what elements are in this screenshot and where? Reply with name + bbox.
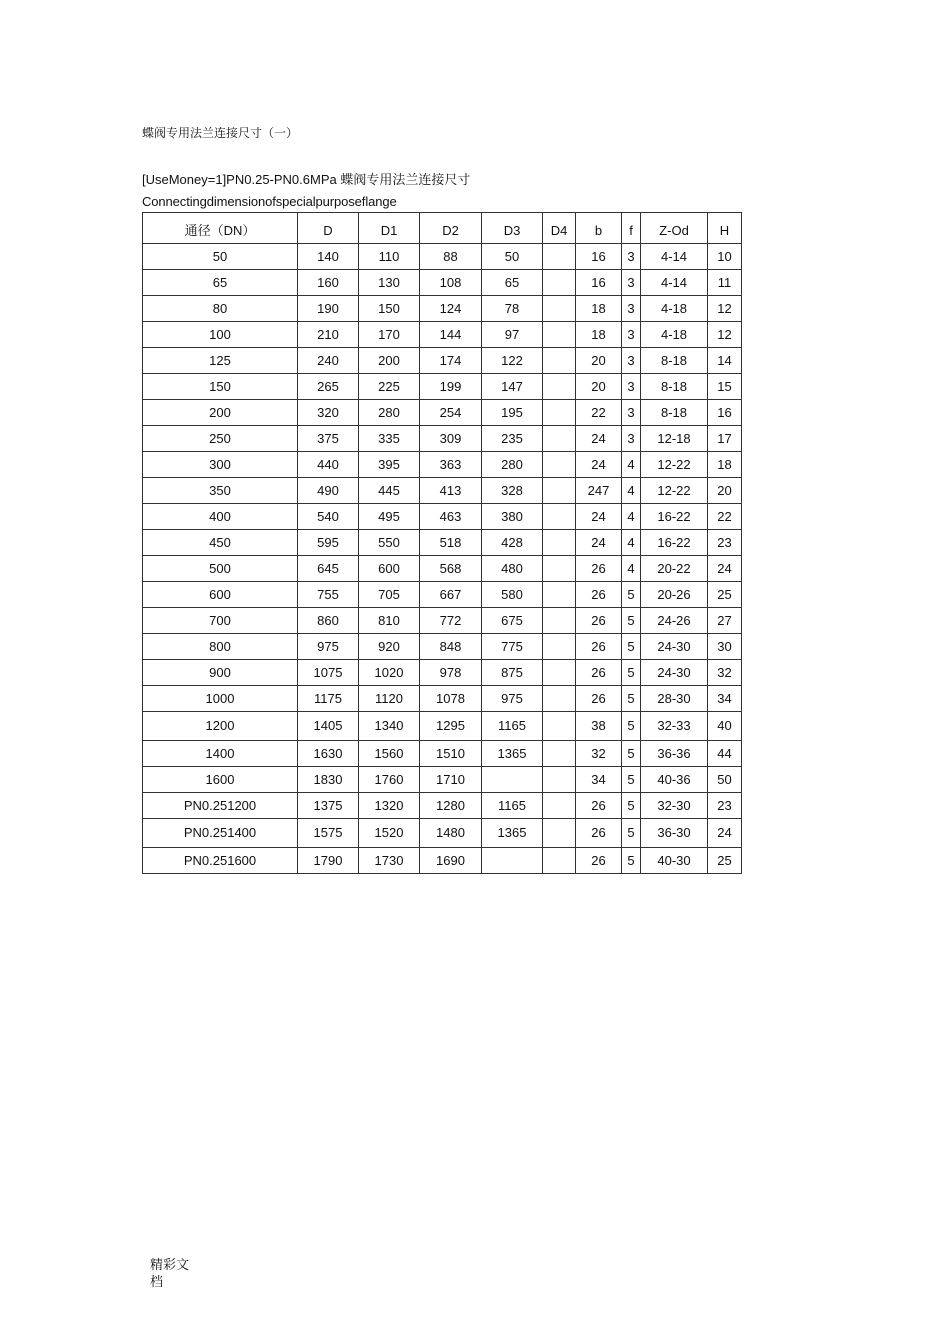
table-cell: 44 [708,741,742,767]
table-cell: 50 [482,244,543,270]
table-cell: 4-14 [641,244,708,270]
table-cell: 100 [143,322,298,348]
table-cell: 3 [622,244,641,270]
table-cell: 1280 [420,793,482,819]
table-cell [543,634,576,660]
table-cell: 28-30 [641,686,708,712]
table-cell: 450 [143,530,298,556]
table-cell: 15 [708,374,742,400]
table-cell: 280 [359,400,420,426]
table-cell: 23 [708,530,742,556]
table-cell: 26 [576,793,622,819]
table-cell [543,504,576,530]
table-row [143,608,742,634]
table-cell: 144 [420,322,482,348]
table-cell [543,686,576,712]
table-cell: 32 [708,660,742,686]
table-cell: 12 [708,322,742,348]
table-cell: 1075 [298,660,359,686]
table-cell: 88 [420,244,482,270]
table-cell [543,530,576,556]
table-cell: 26 [576,686,622,712]
table-cell: 160 [298,270,359,296]
table-cell: 540 [298,504,359,530]
table-cell: 50 [143,244,298,270]
table-cell: 25 [708,848,742,874]
table-cell: 5 [622,686,641,712]
table-cell: 1600 [143,767,298,793]
table-row [143,400,742,426]
table-cell: 328 [482,478,543,504]
table-cell: 1575 [298,819,359,848]
table-cell: 23 [708,793,742,819]
table-cell: PN0.251200 [143,793,298,819]
table-title-english: Connectingdimensionofspecialpurposeflange [142,194,397,209]
table-cell: 26 [576,556,622,582]
table-cell: 3 [622,322,641,348]
table-cell: 4 [622,556,641,582]
table-cell: 860 [298,608,359,634]
table-cell: 8-18 [641,400,708,426]
table-cell: 5 [622,608,641,634]
table-row [143,322,742,348]
table-cell: 755 [298,582,359,608]
table-cell [543,374,576,400]
table-cell [543,582,576,608]
table-cell: 24 [576,452,622,478]
table-row [143,634,742,660]
table-row [143,819,742,848]
table-cell [482,848,543,874]
table-cell [543,400,576,426]
table-cell: 920 [359,634,420,660]
table-cell: 24 [708,556,742,582]
table-cell: 254 [420,400,482,426]
table-cell: 40-30 [641,848,708,874]
table-cell: 5 [622,712,641,741]
table-cell: 5 [622,767,641,793]
table-cell: 800 [143,634,298,660]
table-cell: 25 [708,582,742,608]
table-cell [543,348,576,374]
table-cell: 65 [143,270,298,296]
table-cell: 1000 [143,686,298,712]
table-cell: 1730 [359,848,420,874]
table-cell: 20 [708,478,742,504]
table-cell: 147 [482,374,543,400]
table-cell: 125 [143,348,298,374]
column-header-d4: D4 [543,213,576,244]
table-cell [543,426,576,452]
table-cell: 174 [420,348,482,374]
table-cell: 26 [576,819,622,848]
table-cell: 580 [482,582,543,608]
table-cell: 1520 [359,819,420,848]
table-cell: 645 [298,556,359,582]
table-cell: 1690 [420,848,482,874]
table-cell: 27 [708,608,742,634]
table-cell: 4 [622,452,641,478]
table-cell: 80 [143,296,298,322]
table-row [143,270,742,296]
table-cell: 1830 [298,767,359,793]
table-cell: 20-22 [641,556,708,582]
table-cell: 413 [420,478,482,504]
table-cell: 36-36 [641,741,708,767]
table-cell: 20 [576,374,622,400]
table-cell: 568 [420,556,482,582]
table-cell [543,660,576,686]
table-cell: 3 [622,348,641,374]
table-cell: 1365 [482,741,543,767]
table-cell: 518 [420,530,482,556]
table-cell: 978 [420,660,482,686]
table-cell: 20-26 [641,582,708,608]
table-cell: 36-30 [641,819,708,848]
table-cell: 772 [420,608,482,634]
table-row [143,686,742,712]
table-cell: 12-22 [641,478,708,504]
table-cell: 65 [482,270,543,296]
table-cell: 1760 [359,767,420,793]
table-cell [543,478,576,504]
table-row [143,348,742,374]
table-cell [543,767,576,793]
table-cell: 335 [359,426,420,452]
table-cell: 5 [622,660,641,686]
table-cell: 32 [576,741,622,767]
table-cell: 5 [622,819,641,848]
table-row [143,660,742,686]
table-cell: 320 [298,400,359,426]
table-cell: 3 [622,374,641,400]
table-cell: 900 [143,660,298,686]
table-cell: 200 [359,348,420,374]
table-cell: 34 [708,686,742,712]
table-cell: 122 [482,348,543,374]
column-header-b: b [576,213,622,244]
table-cell: 875 [482,660,543,686]
table-cell [543,556,576,582]
table-cell [543,712,576,741]
table-cell: 16-22 [641,504,708,530]
table-cell: 300 [143,452,298,478]
table-row [143,741,742,767]
table-cell: 1710 [420,767,482,793]
table-cell [543,793,576,819]
table-cell: 210 [298,322,359,348]
table-cell: 150 [359,296,420,322]
table-cell [482,767,543,793]
table-cell: 4 [622,530,641,556]
table-cell: 700 [143,608,298,634]
table-cell [543,270,576,296]
table-cell: 3 [622,270,641,296]
table-cell: 1340 [359,712,420,741]
table-cell: 975 [298,634,359,660]
table-cell: 600 [143,582,298,608]
table-cell: 1510 [420,741,482,767]
table-cell: 11 [708,270,742,296]
footer-line-2: 档 [150,1275,164,1290]
table-cell: 24-30 [641,660,708,686]
table-cell: 1175 [298,686,359,712]
table-cell: 8-18 [641,374,708,400]
table-cell [543,819,576,848]
table-cell: 225 [359,374,420,400]
table-cell: 1020 [359,660,420,686]
table-cell: 463 [420,504,482,530]
column-header-z-od: Z-Od [641,213,708,244]
table-cell: 5 [622,741,641,767]
table-cell: 16 [576,244,622,270]
table-cell: 400 [143,504,298,530]
table-row [143,374,742,400]
table-cell: 495 [359,504,420,530]
table-cell: 16-22 [641,530,708,556]
table-cell: 190 [298,296,359,322]
table-cell: 1375 [298,793,359,819]
table-cell: 1120 [359,686,420,712]
table-row [143,582,742,608]
table-cell: 1405 [298,712,359,741]
table-cell: PN0.251400 [143,819,298,848]
table-cell: 18 [576,296,622,322]
table-cell [543,741,576,767]
table-row [143,244,742,270]
table-cell: 705 [359,582,420,608]
table-row [143,478,742,504]
footer-watermark [150,1257,189,1291]
table-cell: 440 [298,452,359,478]
table-cell: 5 [622,582,641,608]
column-header-f: f [622,213,641,244]
table-cell: 16 [576,270,622,296]
table-cell: 10 [708,244,742,270]
table-cell: 34 [576,767,622,793]
table-cell: 480 [482,556,543,582]
table-cell: 78 [482,296,543,322]
table-cell: 18 [708,452,742,478]
table-cell: 240 [298,348,359,374]
table-cell: 350 [143,478,298,504]
table-cell: 4 [622,478,641,504]
flange-dimension-table [142,212,742,874]
table-cell: 775 [482,634,543,660]
table-cell: 395 [359,452,420,478]
table-cell: 4 [622,504,641,530]
table-cell: 250 [143,426,298,452]
table-cell: 1560 [359,741,420,767]
column-header-d3: D3 [482,213,543,244]
table-cell: 110 [359,244,420,270]
table-cell: 500 [143,556,298,582]
table-cell: 24 [708,819,742,848]
table-row [143,530,742,556]
table-cell: 675 [482,608,543,634]
table-cell: 12-22 [641,452,708,478]
table-row [143,848,742,874]
table-cell: 1200 [143,712,298,741]
table-cell: 490 [298,478,359,504]
table-cell: 1480 [420,819,482,848]
table-cell: 32-30 [641,793,708,819]
table-cell: 130 [359,270,420,296]
table-cell: 3 [622,426,641,452]
table-cell: 1078 [420,686,482,712]
table-cell [543,244,576,270]
table-cell: 26 [576,660,622,686]
table-cell [543,848,576,874]
table-row [143,793,742,819]
table-cell: 124 [420,296,482,322]
table-cell: 848 [420,634,482,660]
table-cell: 26 [576,582,622,608]
table-cell: 17 [708,426,742,452]
table-row [143,556,742,582]
table-cell: 26 [576,634,622,660]
table-cell: 26 [576,848,622,874]
table-cell: 247 [576,478,622,504]
document-header: 蝶阀专用法兰连接尺寸（一） [142,126,299,140]
table-cell: 24 [576,504,622,530]
table-cell: 14 [708,348,742,374]
table-row [143,712,742,741]
column-header-h: H [708,213,742,244]
table-cell: 38 [576,712,622,741]
table-cell: 280 [482,452,543,478]
table-cell: 380 [482,504,543,530]
table-cell [543,296,576,322]
table-cell: 150 [143,374,298,400]
table-cell: 3 [622,400,641,426]
table-cell: 50 [708,767,742,793]
table-cell: 810 [359,608,420,634]
table-row [143,452,742,478]
table-cell: 5 [622,634,641,660]
table-cell: 22 [576,400,622,426]
table-cell: 1165 [482,793,543,819]
table-title: [UseMoney=1]PN0.25-PN0.6MPa 蝶阀专用法兰连接尺寸 [142,172,471,187]
table-cell: 3 [622,296,641,322]
table-cell: 5 [622,793,641,819]
table-cell: 170 [359,322,420,348]
table-cell: 667 [420,582,482,608]
table-cell: 18 [576,322,622,348]
table-cell: 1295 [420,712,482,741]
table-cell: 5 [622,848,641,874]
table-cell: 595 [298,530,359,556]
table-row [143,504,742,530]
column-header-d: D [298,213,359,244]
table-cell: 24-26 [641,608,708,634]
column-header-d1: D1 [359,213,420,244]
footer-line-1: 精彩文 [150,1258,190,1273]
table-cell: 363 [420,452,482,478]
column-header-d2: D2 [420,213,482,244]
table-cell: 4-14 [641,270,708,296]
table-body [143,244,742,874]
table-row [143,426,742,452]
table-row [143,296,742,322]
table-header-row [143,213,742,244]
table-cell: 22 [708,504,742,530]
table-cell: 1320 [359,793,420,819]
table-cell: 24-30 [641,634,708,660]
table-cell: 97 [482,322,543,348]
table-cell: 550 [359,530,420,556]
table-cell: 235 [482,426,543,452]
table-cell: 140 [298,244,359,270]
table-cell: 16 [708,400,742,426]
table-cell: 1165 [482,712,543,741]
table-cell: 24 [576,426,622,452]
table-cell: 600 [359,556,420,582]
table-cell: 375 [298,426,359,452]
table-cell: 309 [420,426,482,452]
table-cell: 32-33 [641,712,708,741]
table-cell: 199 [420,374,482,400]
table-cell: 200 [143,400,298,426]
table-row [143,767,742,793]
table-cell: 4-18 [641,296,708,322]
table-cell: 445 [359,478,420,504]
table-cell: 1790 [298,848,359,874]
table-cell: 4-18 [641,322,708,348]
table-cell: 1630 [298,741,359,767]
table-cell: 108 [420,270,482,296]
table-cell: 265 [298,374,359,400]
table-cell: 20 [576,348,622,374]
table-cell: 40 [708,712,742,741]
table-cell: 1400 [143,741,298,767]
table-cell: PN0.251600 [143,848,298,874]
table-cell: 8-18 [641,348,708,374]
table-cell: 975 [482,686,543,712]
table-cell: 1365 [482,819,543,848]
table-cell [543,452,576,478]
table-cell [543,322,576,348]
table-cell: 12-18 [641,426,708,452]
table-cell [543,608,576,634]
table-cell: 24 [576,530,622,556]
table-cell: 428 [482,530,543,556]
table-cell: 30 [708,634,742,660]
table-cell: 26 [576,608,622,634]
table-cell: 12 [708,296,742,322]
table-cell: 195 [482,400,543,426]
table-cell: 40-36 [641,767,708,793]
column-header-dn: 通径（DN） [143,213,298,244]
